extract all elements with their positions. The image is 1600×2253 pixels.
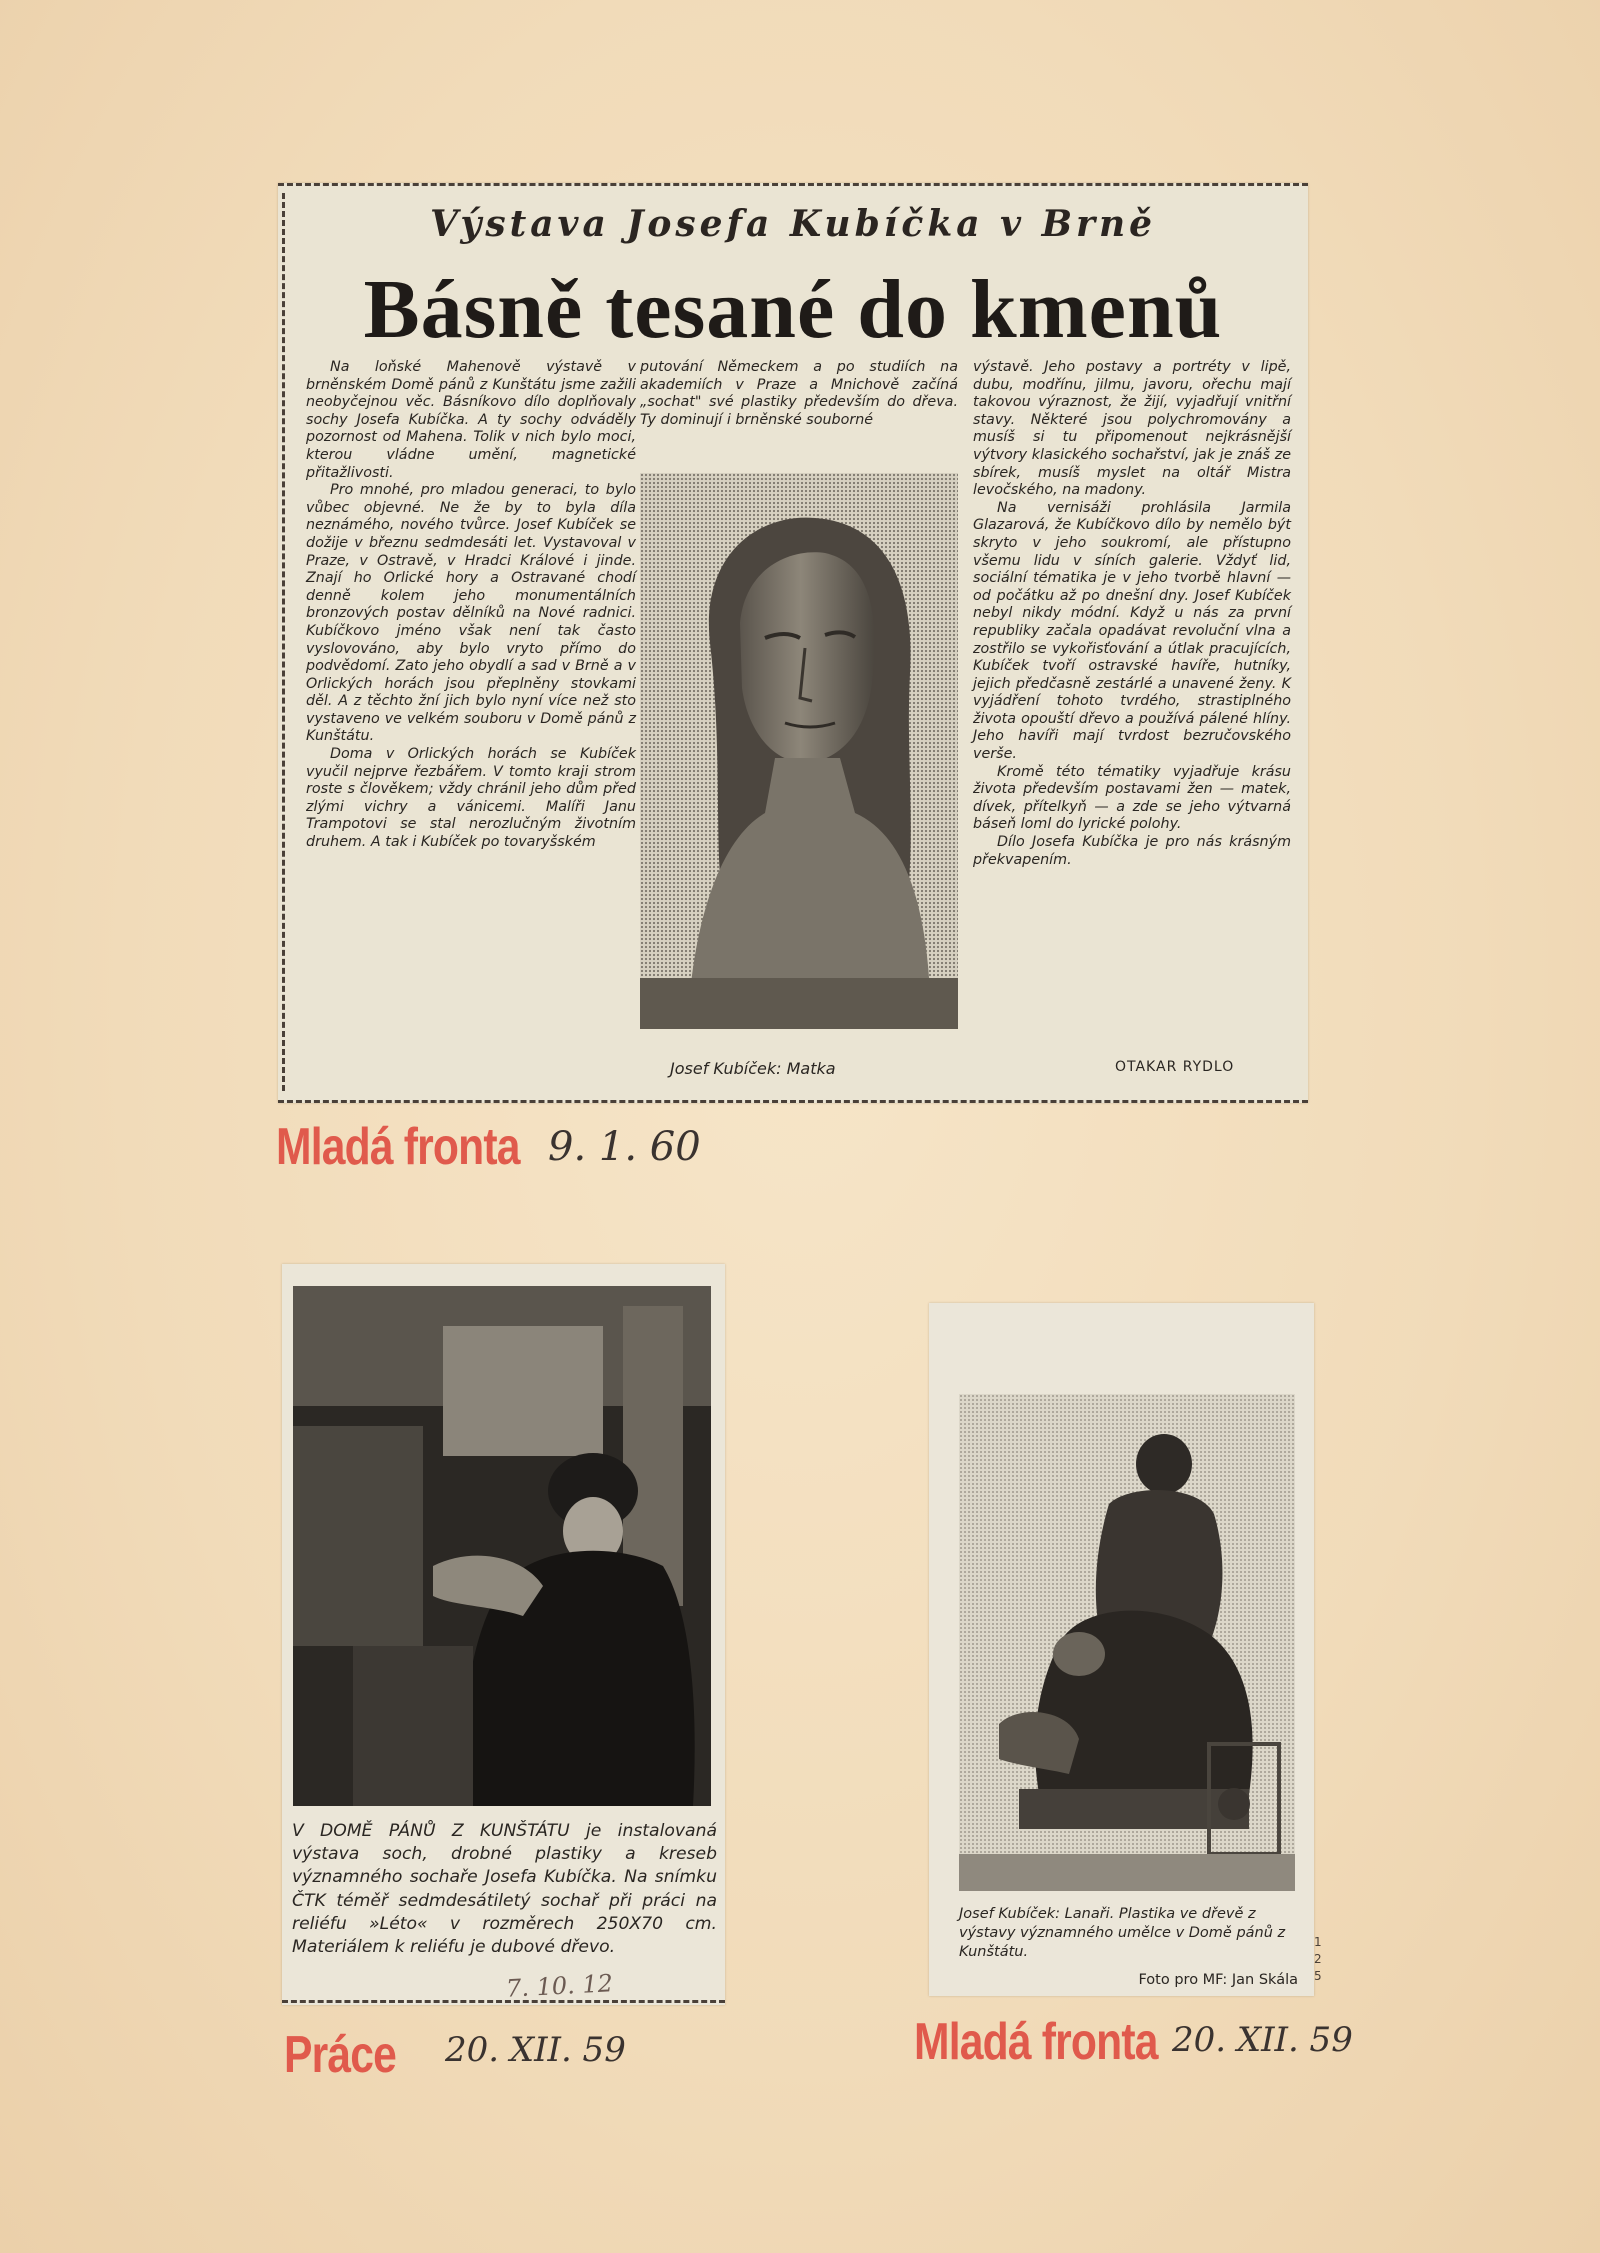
- edge-marks: [1314, 1934, 1322, 1985]
- newspaper-stamp: Mladá fronta: [276, 1118, 520, 1176]
- article-kicker: Výstava Josefa Kubíčka v Brně: [429, 203, 1157, 245]
- article-paragraph: putování Německem a po studiích na akademiích v Praze a Mnichově začíná „sochat" své plastiky především do dřeva. Ty dominují i brněnské souborné: [640, 359, 958, 428]
- article-paragraph: Kromě této tématiky vyjadřuje krásu života především postavami žen — matek, dívek, přítelkyň — a zde se jeho výtvarná báseň loml do lyrické polohy.: [973, 763, 1291, 833]
- handwritten-date: 20. XII. 59: [1172, 2020, 1353, 2060]
- sculpture-photo-matka: [640, 473, 958, 1029]
- photo-caption: Josef Kubíček: Lanaři. Plastika ve dřevě z výstavy významného umělce v Domě pánů z Kunštátu.: [959, 1906, 1286, 1960]
- article-clipping: [278, 183, 1308, 1103]
- photo-credit: Foto pro MF: Jan Skála: [1138, 1972, 1298, 1988]
- photo-caption: Josef Kubíček: Matka: [670, 1059, 836, 1078]
- torn-edge-top: [278, 183, 1308, 190]
- handwritten-note: 7. 10. 12: [505, 1969, 614, 2003]
- article-paragraph: Doma v Orlických horách se Kubíček vyučil nejprve řezbářem. V tomto kraji strom roste s člověkem; vždy chránil jeho dům před zlými vichry a vánicemi. Malíři Janu Trampotovi se stal nerozlučným životním druhem. A tak i Kubíček po tovaryšském: [306, 746, 636, 851]
- photo-caption: V DOMĚ PÁNŮ Z KUNŠTÁTU je instalovaná výstava soch, drobné plastiky a kreseb významného sochaře Josefa Kubíčka. Na snímku ČTK téměř sedmdesátiletý sochař při práci na reliéfu »Léto« v rozměrech 250X70 cm. Materiálem k reliéfu je dubové dřevo.: [292, 1821, 717, 1958]
- article-column-1: [306, 359, 636, 852]
- cut-edge: [282, 2000, 725, 2003]
- article-column-3: [973, 359, 1291, 869]
- edge-mark: 2: [1314, 1952, 1322, 1966]
- article-paragraph: výstavě. Jeho postavy a portréty v lipě, dubu, modřínu, jilmu, javoru, ořechu mají takovou výraznost, že žijí, vyjadřují vnitřní stavy. Některé jsou polychromovány a musíš si tu připomenout nejkrásnější výtvory klasického sochařství, jak je znáš ze sbírek, musíš myslet na oltář Mistra levočského, na madony.: [973, 359, 1291, 499]
- lanari-sculpture-photo: [959, 1394, 1295, 1891]
- article-paragraph: Dílo Josefa Kubíčka je pro nás krásným překvapením.: [973, 834, 1291, 868]
- article-paragraph: Na loňské Mahenově výstavě v brněnském Domě pánů z Kunštátu jsme zažili neobyčejnou věc. Básníkovo dílo doplňovaly sochy Josefa Kubíčka. A ty sochy odváděly pozornost od Mahena. Tolik v nich bylo moci, kterou vládne umění, magnetické přitažlivosti.: [306, 359, 636, 481]
- handwritten-date: 20. XII. 59: [445, 2030, 626, 2070]
- newspaper-stamp: Práce: [284, 2026, 397, 2084]
- author-byline: OTAKAR RYDLO: [1115, 1059, 1235, 1075]
- clipping-sculptor-at-work: [282, 1264, 725, 2005]
- torn-edge-bottom: [278, 1096, 1308, 1103]
- article-column-2: [640, 359, 958, 429]
- article-paragraph: Na vernisáži prohlásila Jarmila Glazarová, že Kubíčkovo dílo by nemělo být skryto v jeho soukromí, ale přístupno všemu lidu v síních galerie. Vždyť lid, sociální tématika je v jeho tvorbě hlavní — od počátku až po dnešní dny. Josef Kubíček nebyl nikdy módní. Když u nás za první republiky začala opadávat revoluční vlna a zostřilo se vykořisťování a útlak pracujících, Kubíček tvoří ostravské havíře, hutníky, jejich předčasně zestárlé a unavené ženy. K vyjádření tohoto tvrdého, strastiplného života opouští dřevo a používá pálené hlíny. Jeho havíři mají tvrdost bezručovského verše.: [973, 499, 1291, 763]
- newspaper-stamp: Mladá fronta: [914, 2013, 1158, 2071]
- handwritten-date: 9. 1. 60: [548, 1124, 701, 1170]
- article-paragraph: Pro mnohé, pro mladou generaci, to bylo vůbec objevné. Ne že by to byla díla neznámého, nového tvůrce. Josef Kubíček se dožije v březnu sedmdesáti let. Vystavoval v Praze, v Ostravě, v Hradci Králové i jinde. Znají ho Orlické hory a Ostravané chodí denně kolem jeho monumentálních bronzových postav dělníků na Nové radnici. Kubíčkovo jméno však není tak často vyslovováno, aby bylo vryto přímo do podvědomí. Zato jeho obydlí a sad v Brně a v Orlických horách jsou přeplněny stovkami děl. A z těchto žní jich bylo nyní více než sto vystaveno ve velkém souboru v Domě pánů z Kunštátu.: [306, 482, 636, 745]
- sculptor-working-photo: [293, 1286, 711, 1806]
- edge-mark: 5: [1314, 1969, 1322, 1983]
- edge-mark: 1: [1314, 1935, 1322, 1949]
- article-headline: Básně tesané do kmenů: [363, 263, 1223, 356]
- clipping-lanari-sculpture: [929, 1303, 1314, 1996]
